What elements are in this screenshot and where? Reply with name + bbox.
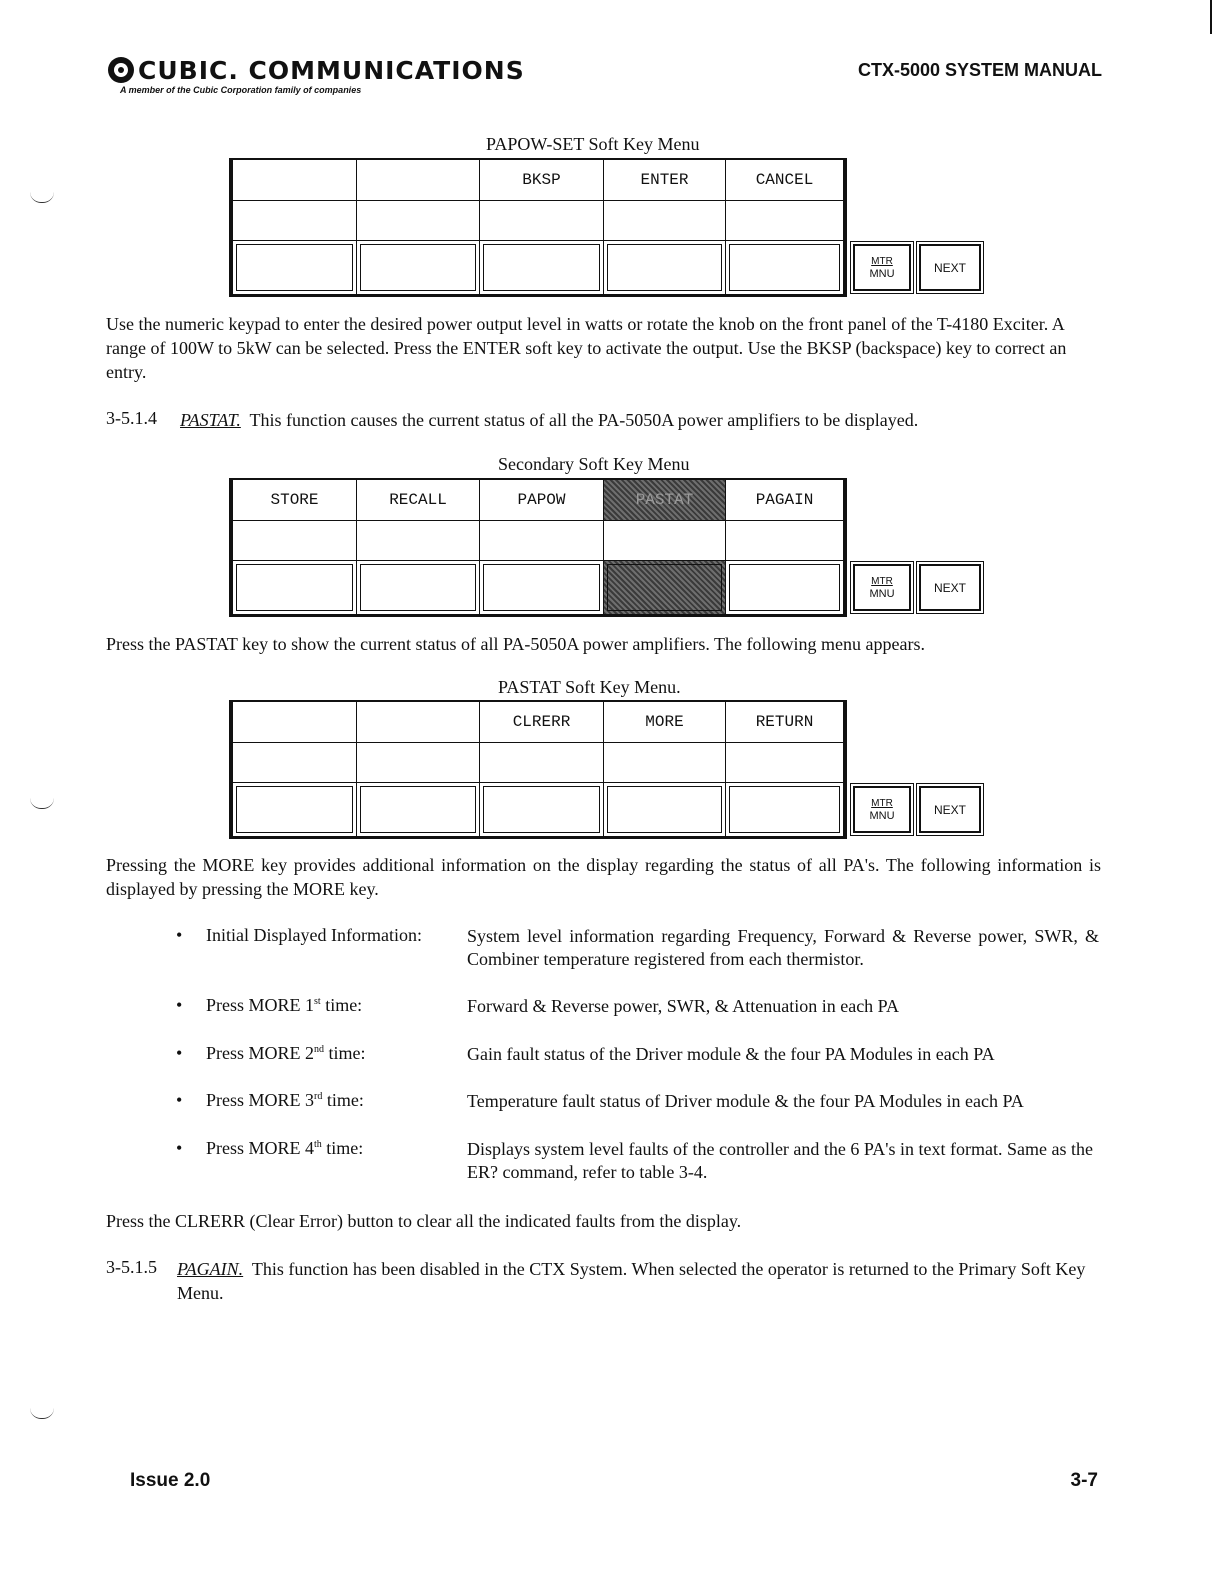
softkey-cell	[229, 700, 357, 743]
softkey-cell	[229, 742, 357, 783]
softkey-cell	[725, 200, 847, 241]
papow-set-menu-title: PAPOW-SET Soft Key Menu	[486, 134, 700, 154]
bullet-dot: •	[176, 1138, 183, 1158]
margin-mark	[30, 192, 54, 203]
mtr-label: MTR	[871, 575, 893, 587]
softkey-papow: PAPOW	[479, 478, 604, 521]
section-3-5-1-5-text: This function has been disabled in the CTX System. When selected the operator is returned to the Primary Soft Key Menu.	[177, 1259, 1086, 1303]
paragraph-more-key: Pressing the MORE key provides additional information on the display regarding the status of all PA's. The following information is displayed by pressing the MORE key.	[106, 855, 1101, 899]
softkey-cell	[603, 782, 726, 839]
softkey-cell	[229, 782, 357, 839]
bullet-description: Forward & Reverse power, SWR, & Attenuation in each PA	[467, 996, 900, 1016]
mtr-mnu-key	[853, 244, 911, 291]
softkey-cell	[229, 560, 357, 617]
mtr-mnu-key	[853, 786, 911, 833]
mnu-label: MNU	[869, 809, 895, 822]
manual-title: CTX-5000 SYSTEM MANUAL	[857, 60, 1102, 80]
softkey-cell	[603, 742, 726, 783]
bullet-description: Temperature fault status of Driver module & the four PA Modules in each PA	[467, 1091, 1024, 1111]
softkey-cell	[356, 742, 480, 783]
softkey-cell	[356, 158, 480, 201]
bullet-label: Press MORE 1st time:	[206, 995, 363, 1015]
softkey-cell	[229, 200, 357, 241]
softkey-cell	[479, 200, 604, 241]
softkey-enter: ENTER	[603, 158, 726, 201]
softkey-cell	[603, 520, 726, 561]
softkey-bksp: BKSP	[479, 158, 604, 201]
company-logo-icon	[108, 57, 134, 83]
paragraph-clrerr: Press the CLRERR (Clear Error) button to clear all the indicated faults from the display.	[106, 1211, 742, 1231]
section-number-3-5-1-5: 3-5.1.5	[106, 1257, 157, 1277]
footer-issue: Issue 2.0	[130, 1470, 211, 1491]
softkey-return: RETURN	[725, 700, 847, 743]
softkey-cell	[479, 240, 604, 297]
paragraph-keypad-entry: Use the numeric keypad to enter the desired power output level in watts or rotate the knob on the front panel of the T-4180 Exciter. A range of 100W to 5kW can be selected. Press the ENTER soft key to activate the output. Use the BKSP (backspace) key to correct an entry.	[106, 314, 1067, 382]
softkey-recall: RECALL	[356, 478, 480, 521]
softkey-cell	[356, 560, 480, 617]
section-number-3-5-1-4: 3-5.1.4	[106, 408, 157, 428]
bullet-label: Press MORE 3rd time:	[206, 1090, 364, 1110]
company-name: CUBIC. COMMUNICATIONS	[138, 56, 525, 85]
bullet-dot: •	[176, 995, 183, 1015]
section-3-5-1-4	[180, 408, 1080, 432]
mnu-label: MNU	[869, 587, 895, 600]
section-3-5-1-4-text: This function causes the current status of all the PA-5050A power amplifiers to be displayed.	[249, 410, 919, 430]
next-key: NEXT	[919, 244, 981, 291]
secondary-softkey-table	[229, 478, 966, 618]
softkey-cell	[356, 700, 480, 743]
section-title-pastat: PASTAT.	[180, 410, 241, 430]
softkey-cell	[356, 200, 480, 241]
next-key: NEXT	[919, 564, 981, 611]
softkey-cell	[603, 200, 726, 241]
softkey-cell	[725, 520, 847, 561]
softkey-button-highlighted	[603, 560, 726, 617]
papow-set-softkey-table	[229, 158, 966, 298]
softkey-more: MORE	[603, 700, 726, 743]
company-tagline: A member of the Cubic Corporation family of companies	[120, 85, 362, 95]
softkey-cell	[725, 560, 847, 617]
softkey-pastat-highlighted: PASTAT	[603, 478, 726, 521]
softkey-cell	[356, 240, 480, 297]
softkey-clrerr: CLRERR	[479, 700, 604, 743]
mnu-label: MNU	[869, 267, 895, 280]
paragraph-pastat-press: Press the PASTAT key to show the current status of all PA-5050A power amplifiers. The following menu appears.	[106, 634, 925, 654]
softkey-cell	[725, 240, 847, 297]
softkey-cell	[356, 520, 480, 561]
margin-mark	[30, 798, 54, 809]
softkey-cell	[479, 742, 604, 783]
footer-page-number: 3-7	[1070, 1470, 1098, 1491]
softkey-cancel: CANCEL	[725, 158, 847, 201]
bullet-dot: •	[176, 925, 183, 945]
bullet-description: System level information regarding Frequency, Forward & Reverse power, SWR, & Combiner temperature registered from each thermistor.	[467, 926, 1099, 969]
next-key: NEXT	[919, 786, 981, 833]
bullet-label: Press MORE 4th time:	[206, 1138, 364, 1158]
softkey-cell	[725, 742, 847, 783]
bullet-description: Displays system level faults of the controller and the 6 PA's in text format. Same as the ER? command, refer to table 3-4.	[467, 1139, 1093, 1182]
bullet-label: Initial Displayed Information:	[206, 925, 422, 945]
pastat-menu-title: PASTAT Soft Key Menu.	[498, 677, 681, 697]
page-edge-line	[1210, 0, 1212, 34]
section-title-pagain: PAGAIN.	[177, 1259, 244, 1279]
bullet-dot: •	[176, 1090, 183, 1110]
bullet-description: Gain fault status of the Driver module & the four PA Modules in each PA	[467, 1044, 995, 1064]
softkey-cell	[479, 520, 604, 561]
softkey-cell	[229, 158, 357, 201]
softkey-cell	[479, 782, 604, 839]
softkey-cell	[229, 520, 357, 561]
margin-mark	[30, 1408, 54, 1419]
secondary-menu-title: Secondary Soft Key Menu	[498, 454, 690, 474]
softkey-cell	[356, 782, 480, 839]
section-3-5-1-5	[177, 1257, 1099, 1305]
pastat-softkey-table	[229, 700, 966, 840]
softkey-cell	[229, 240, 357, 297]
softkey-cell	[725, 782, 847, 839]
softkey-cell	[603, 240, 726, 297]
mtr-label: MTR	[871, 255, 893, 267]
softkey-pagain: PAGAIN	[725, 478, 847, 521]
mtr-mnu-key	[853, 564, 911, 611]
bullet-label: Press MORE 2nd time:	[206, 1043, 366, 1063]
mtr-label: MTR	[871, 797, 893, 809]
softkey-store: STORE	[229, 478, 357, 521]
softkey-cell	[479, 560, 604, 617]
bullet-dot: •	[176, 1043, 183, 1063]
